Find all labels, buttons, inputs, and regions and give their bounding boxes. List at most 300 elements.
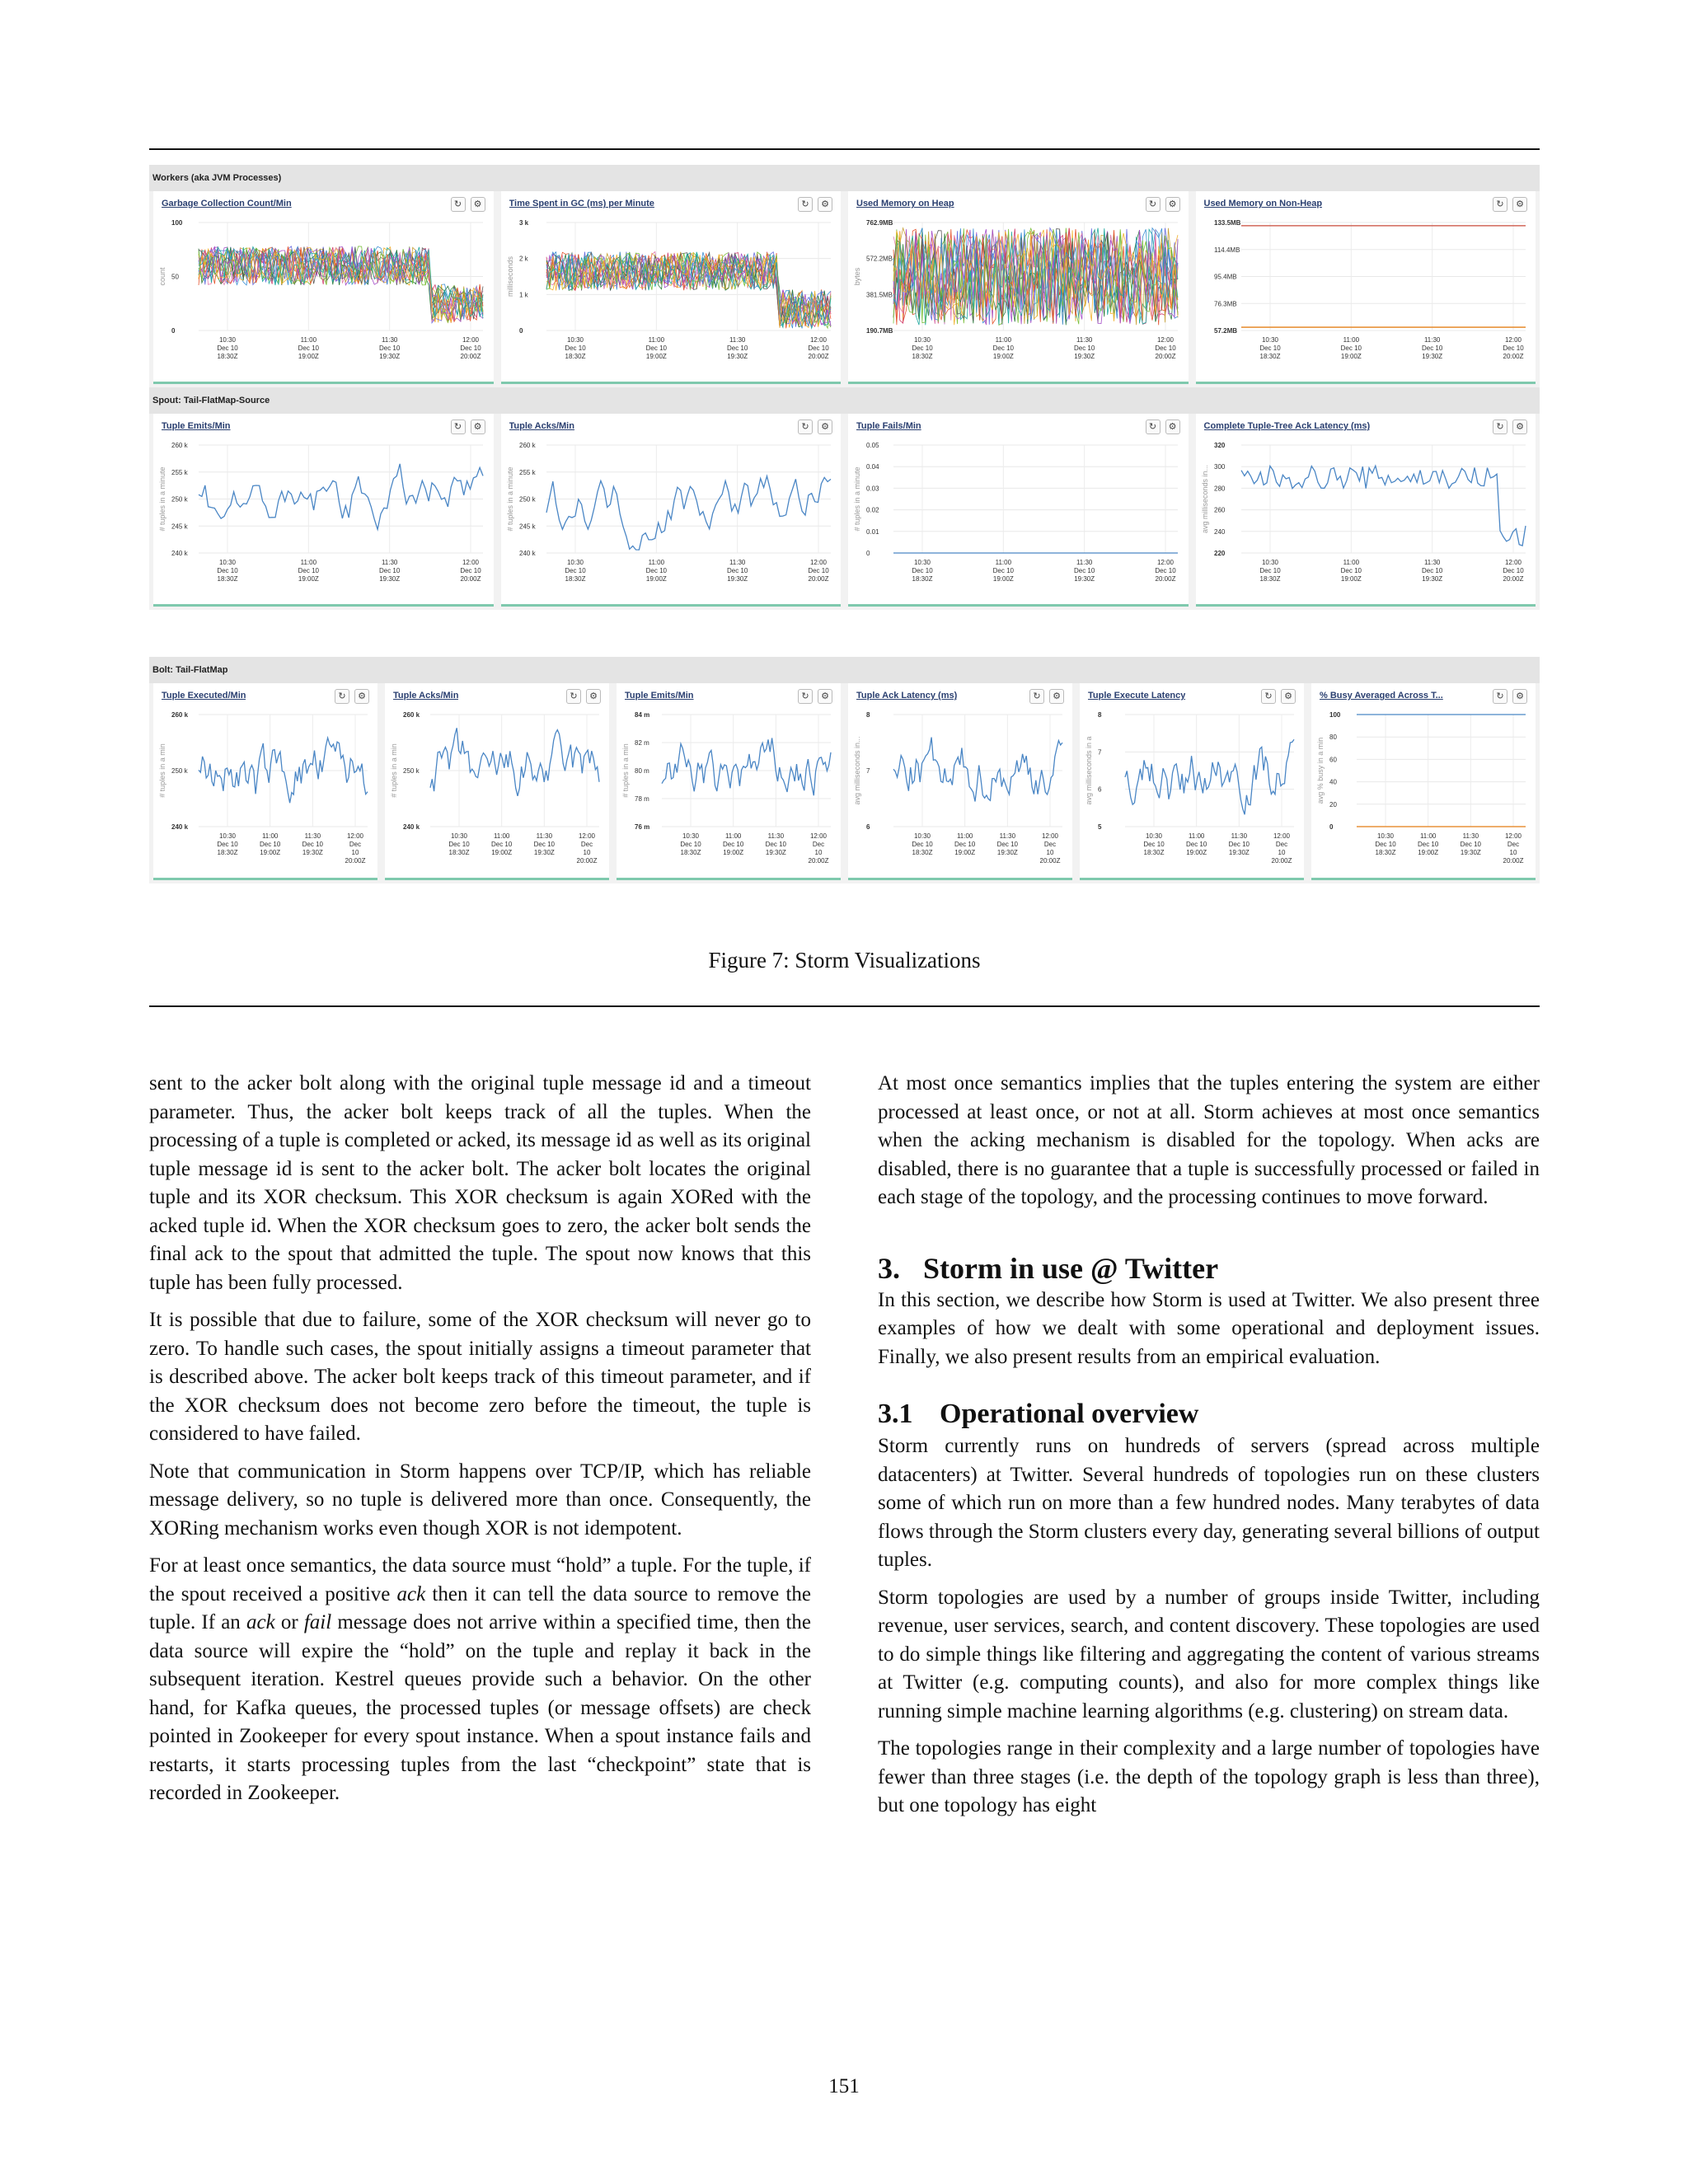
- y-tick-label: 0: [866, 550, 870, 557]
- x-tick-label: 20:00Z: [1503, 353, 1523, 360]
- y-tick-label: 0.01: [866, 527, 879, 536]
- x-tick-label: 12:00: [462, 559, 480, 566]
- x-tick-label: 11:00: [648, 336, 664, 344]
- y-tick-label: 220: [1213, 550, 1225, 557]
- x-tick-label: 19:30Z: [302, 849, 323, 856]
- y-tick-label: 240 k: [518, 550, 536, 557]
- panel-toolbar: [1029, 689, 1064, 704]
- x-tick-label: 12:00: [462, 336, 480, 344]
- x-tick-label: Dec 10: [807, 344, 829, 352]
- gear-icon[interactable]: ⚙: [586, 689, 601, 704]
- panel-chart: [1196, 438, 1536, 601]
- x-tick-label: Dec 10: [564, 567, 586, 574]
- x-tick-label: Dec 10: [1340, 344, 1362, 352]
- x-tick-label: 11:30: [1076, 559, 1093, 566]
- panel-title[interactable]: Used Memory on Non-Heap: [1203, 199, 1323, 209]
- y-tick-label: 78 m: [635, 795, 649, 803]
- x-tick-label: 12:00: [809, 559, 827, 566]
- chart-panel: [848, 191, 1189, 384]
- panel-title[interactable]: Tuple Ack Latency (ms): [856, 691, 958, 701]
- x-tick-label: 11:00: [300, 336, 317, 344]
- series-line: [893, 738, 1062, 802]
- y-tick-label: 245 k: [171, 523, 188, 531]
- x-tick-label: Dec 10: [954, 841, 976, 848]
- y-tick-label: 0.05: [866, 442, 879, 449]
- x-tick-label: Dec 10: [302, 841, 324, 848]
- panel-toolbar: [1493, 689, 1527, 704]
- y-tick-label: 280: [1213, 485, 1225, 493]
- x-tick-label: Dec 10: [533, 841, 556, 848]
- x-tick-label: Dec 10: [448, 841, 470, 848]
- x-tick-label: 19:30Z: [1074, 353, 1095, 360]
- panel-title[interactable]: Garbage Collection Count/Min: [162, 199, 292, 209]
- x-tick-label: Dec 10: [1460, 841, 1482, 848]
- y-axis-label: avg milliseconds in...: [853, 736, 861, 805]
- bottom-rule: [149, 1005, 1540, 1007]
- chart-panel: [617, 683, 841, 880]
- x-tick-label: 12:00: [1504, 336, 1522, 344]
- y-tick-label: 300: [1213, 463, 1225, 471]
- paragraph-with-italics: For at least once semantics, the data source must “hold” a tuple. For the tuple, if the spout received a positive ack then it can tell the data source to remove the tuple. If an ack or fail message does not arrive within a specified time, then the data source will expire the “hold” on the tuple and replay it back in the subsequent iteration. Kestrel queues provide such a behavior. On the other hand, for Kafka queues, the processed tuples (or message offsets) are check pointed in Zookeeper for every spout instance. When a spout instance fails and restarts, it starts processing tuples from the last “checkpoint” state that is recorded in Zookeeper.: [149, 1554, 812, 1804]
- x-tick-label: 20:00Z: [808, 857, 829, 865]
- x-tick-label: Dec 10: [912, 344, 933, 352]
- y-tick-label: 82 m: [635, 739, 649, 747]
- x-tick-label: 20:00Z: [460, 575, 481, 583]
- y-tick-label: 240 k: [171, 823, 189, 831]
- x-tick-label: 19:30Z: [379, 575, 401, 583]
- x-tick-label: Dec 10: [1375, 841, 1396, 848]
- x-tick-label: Dec 10: [726, 344, 748, 352]
- x-tick-label: Dec 10: [298, 567, 320, 574]
- y-tick-label: 3 k: [518, 219, 528, 227]
- refresh-icon[interactable]: ↻: [798, 689, 813, 704]
- x-tick-label: Dec 10: [992, 344, 1015, 352]
- section-title: Storm in use @ Twitter: [923, 1251, 1219, 1285]
- y-tick-label: 572.2MB: [866, 255, 893, 263]
- paragraph: Storm topologies are used by a number of groups inside Twitter, including revenue, user services, search, and content discovery. These topologies are used to do simple things like filtering and aggregating the content of various streams at Twitter (e.g. computing counts), and also for more complex things like running simple machine learning algorithms (e.g. clustering) on stream data.: [878, 1586, 1540, 1722]
- y-tick-label: 260 k: [171, 711, 189, 719]
- gear-icon[interactable]: ⚙: [1512, 419, 1527, 434]
- y-tick-label: 320: [1213, 442, 1225, 449]
- x-tick-label: 18:30Z: [565, 575, 585, 583]
- x-tick-label: 18:30Z: [217, 849, 238, 856]
- x-tick-label: 10: [351, 849, 359, 856]
- x-tick-label: 10: [1509, 849, 1517, 856]
- paragraph: The topologies range in their complexity and a large number of topologies have fewer than three stages (i.e. the depth of the topology graph is less than three), but one topology has eight: [878, 1737, 1540, 1816]
- x-tick-label: 12:00: [809, 832, 828, 840]
- x-tick-label: 19:30Z: [765, 849, 786, 856]
- y-tick-label: 381.5MB: [866, 291, 893, 299]
- y-axis-label: count: [158, 267, 166, 286]
- refresh-icon[interactable]: ↻: [1146, 197, 1160, 212]
- x-tick-label: 10:30: [1261, 336, 1278, 344]
- x-tick-label: 19:30Z: [1421, 353, 1442, 360]
- y-tick-label: 250 k: [171, 495, 188, 504]
- x-tick-label: 10:30: [1376, 832, 1395, 840]
- y-tick-label: 76.3MB: [1213, 300, 1237, 308]
- x-tick-label: 19:00Z: [992, 353, 1014, 360]
- y-tick-label: 1 k: [518, 291, 528, 299]
- x-tick-label: Dec 10: [1073, 567, 1095, 574]
- dashboard-section: [149, 657, 1540, 883]
- panel-chart: [848, 216, 1188, 378]
- x-tick-label: 20:00Z: [460, 353, 481, 360]
- section-heading: [878, 1250, 1540, 1286]
- x-tick-label: 20:00Z: [808, 575, 828, 583]
- y-tick-label: 8: [1098, 711, 1102, 719]
- chart-panel: [1196, 414, 1536, 607]
- section-title: Spout: Tail-FlatMap-Source: [149, 387, 1540, 414]
- y-tick-label: 260: [1213, 506, 1225, 514]
- x-tick-label: 10:30: [1261, 559, 1278, 566]
- panel-chart: [1311, 708, 1536, 874]
- x-tick-label: 19:00Z: [645, 575, 667, 583]
- chart-panel: [385, 683, 609, 880]
- panel-toolbar: [798, 197, 832, 212]
- x-tick-label: 18:30Z: [448, 849, 470, 856]
- x-tick-label: 20:00Z: [345, 857, 366, 865]
- panel-chart: [153, 708, 377, 874]
- x-tick-label: Dec 10: [1417, 841, 1439, 848]
- x-tick-label: 10:30: [566, 559, 584, 566]
- x-tick-label: 19:00Z: [260, 849, 281, 856]
- x-tick-label: 11:30: [1231, 832, 1248, 840]
- y-tick-label: 50: [171, 273, 179, 281]
- x-tick-label: Dec: [1507, 841, 1520, 848]
- x-tick-label: 12:00: [1504, 832, 1522, 840]
- x-tick-label: 12:00: [578, 832, 596, 840]
- x-tick-label: 19:30Z: [726, 353, 748, 360]
- y-axis-label: # tuples in a minute: [158, 466, 166, 532]
- panel-toolbar: [798, 419, 832, 434]
- panel-toolbar: [798, 689, 832, 704]
- chart-panel: [501, 191, 842, 384]
- y-tick-label: 76 m: [635, 823, 650, 831]
- gear-icon[interactable]: ⚙: [471, 419, 485, 434]
- x-tick-label: 11:30: [729, 336, 745, 344]
- panel-toolbar: [1261, 689, 1296, 704]
- x-tick-label: 18:30Z: [1143, 849, 1165, 856]
- panel-chart: [153, 438, 493, 601]
- x-tick-label: Dec 10: [1502, 344, 1524, 352]
- refresh-icon[interactable]: ↻: [451, 419, 466, 434]
- x-tick-label: 20:00Z: [1155, 353, 1176, 360]
- x-tick-label: 19:00Z: [491, 849, 513, 856]
- panel-row: [149, 414, 1540, 607]
- panel-title[interactable]: Tuple Executed/Min: [162, 691, 246, 701]
- x-tick-label: Dec 10: [1228, 841, 1250, 848]
- gear-icon[interactable]: ⚙: [818, 419, 832, 434]
- x-tick-label: 10: [583, 849, 591, 856]
- x-tick-label: Dec 10: [645, 567, 667, 574]
- x-tick-label: Dec 10: [298, 344, 320, 352]
- x-tick-label: 11:00: [995, 559, 1012, 566]
- x-tick-label: 18:30Z: [565, 353, 585, 360]
- y-tick-label: 95.4MB: [1213, 273, 1237, 281]
- x-tick-label: Dec 10: [807, 567, 829, 574]
- refresh-icon[interactable]: ↻: [1029, 689, 1044, 704]
- y-tick-label: 80: [1329, 733, 1337, 742]
- y-tick-label: 190.7MB: [866, 327, 893, 335]
- x-tick-label: 19:00Z: [954, 849, 976, 856]
- x-tick-label: 11:30: [1423, 336, 1440, 344]
- x-tick-label: 19:30Z: [533, 849, 555, 856]
- x-tick-label: 10:30: [1145, 832, 1163, 840]
- x-tick-label: 20:00Z: [1503, 575, 1523, 583]
- x-tick-label: Dec 10: [1073, 344, 1095, 352]
- panel-title[interactable]: Tuple Emits/Min: [625, 691, 694, 701]
- refresh-icon[interactable]: ↻: [1146, 419, 1160, 434]
- paragraph: It is possible that due to failure, some of the XOR checksum will never go to zero. To handle such cases, the spout initially assigns a timeout parameter that is described above. The acker bolt keeps track of this timeout parameter, and if the XOR checksum does not become zero before the timeout, the tuple is considered to have failed.: [149, 1309, 811, 1445]
- figure-caption: Figure 7: Storm Visualizations: [708, 948, 981, 972]
- x-tick-label: 11:30: [1423, 559, 1440, 566]
- panel-chart: [848, 438, 1188, 601]
- y-tick-label: 260 k: [518, 442, 536, 449]
- refresh-icon[interactable]: ↻: [566, 689, 581, 704]
- x-tick-label: 11:30: [1076, 336, 1093, 344]
- x-tick-label: Dec 10: [912, 567, 933, 574]
- x-tick-label: 10: [1278, 849, 1286, 856]
- gear-icon[interactable]: ⚙: [1281, 689, 1296, 704]
- x-tick-label: 10:30: [913, 559, 931, 566]
- gear-icon[interactable]: ⚙: [471, 197, 485, 212]
- y-tick-label: 250 k: [403, 767, 420, 775]
- x-tick-label: 11:00: [493, 832, 510, 840]
- y-axis-label: avg milliseconds in...: [1200, 464, 1209, 534]
- x-tick-label: 19:00Z: [992, 575, 1014, 583]
- x-tick-label: 12:00: [809, 336, 827, 344]
- x-tick-label: 10:30: [913, 832, 931, 840]
- gear-icon[interactable]: ⚙: [818, 197, 832, 212]
- x-tick-label: Dec 10: [217, 841, 238, 848]
- y-tick-label: 7: [866, 767, 870, 775]
- x-tick-label: 18:30Z: [912, 849, 933, 856]
- x-tick-label: 11:00: [1343, 336, 1359, 344]
- x-tick-label: 18:30Z: [1375, 849, 1396, 856]
- y-tick-label: 40: [1329, 778, 1337, 786]
- gear-icon[interactable]: ⚙: [1165, 419, 1180, 434]
- page-number: 151: [828, 2075, 860, 2097]
- x-tick-label: 10: [1046, 849, 1054, 856]
- y-axis-label: milliseconds: [505, 255, 514, 298]
- gear-icon[interactable]: ⚙: [1049, 689, 1064, 704]
- x-tick-label: 19:00Z: [298, 353, 319, 360]
- panel-toolbar: [566, 689, 601, 704]
- x-tick-label: 11:30: [304, 832, 321, 840]
- x-tick-label: 11:00: [724, 832, 742, 840]
- x-tick-label: Dec: [1043, 841, 1057, 848]
- x-tick-label: Dec 10: [490, 841, 513, 848]
- y-tick-label: 762.9MB: [866, 219, 893, 227]
- x-tick-label: Dec: [349, 841, 362, 848]
- refresh-icon[interactable]: ↻: [798, 419, 813, 434]
- section-title: Workers (aka JVM Processes): [149, 165, 1540, 191]
- x-tick-label: 19:00Z: [1340, 575, 1362, 583]
- x-tick-label: 19:30Z: [1074, 575, 1095, 583]
- x-tick-label: 10:30: [450, 832, 468, 840]
- x-tick-label: 18:30Z: [217, 353, 238, 360]
- x-tick-label: 18:30Z: [912, 575, 933, 583]
- y-axis-label: # tuples in a min: [158, 743, 166, 798]
- x-tick-label: 19:00Z: [723, 849, 744, 856]
- subsection-number: 3.1: [878, 1399, 913, 1429]
- subsection-title: Operational overview: [940, 1399, 1199, 1429]
- paragraph: At most once semantics implies that the tuples entering the system are either processed at least once, or not at all. Storm achieves at most once semantics when the acking mechanism is disabled for the topology. When acks are disabled, there is no guarantee that a tuple is successfully processed or failed in each stage of the topology, and the processing continues to move forward.: [878, 1072, 1540, 1208]
- chart-panel: [501, 414, 842, 607]
- x-tick-label: Dec 10: [259, 841, 281, 848]
- y-tick-label: 6: [866, 823, 870, 831]
- series-line: [199, 464, 483, 530]
- panel-title[interactable]: Time Spent in GC (ms) per Minute: [509, 199, 654, 209]
- x-tick-label: Dec 10: [217, 567, 238, 574]
- refresh-icon[interactable]: ↻: [451, 197, 466, 212]
- panel-chart: [153, 216, 493, 378]
- y-tick-label: 0: [518, 327, 523, 335]
- panel-chart: [501, 438, 841, 601]
- panel-chart: [501, 216, 841, 378]
- series-line: [1125, 739, 1294, 814]
- y-axis-label: bytes: [853, 267, 861, 286]
- y-tick-label: 6: [1098, 785, 1102, 794]
- x-tick-label: Dec 10: [1185, 841, 1207, 848]
- x-tick-label: Dec 10: [912, 841, 933, 848]
- x-tick-label: 19:30Z: [1460, 849, 1481, 856]
- refresh-icon[interactable]: ↻: [1493, 689, 1507, 704]
- dashboard-section: [149, 165, 1540, 387]
- paragraph: sent to the acker bolt along with the original tuple message id and a timeout parameter. Thus, the acker bolt keeps track of all the tuples. When the processing of a tuple is completed or acked, its message id as well as its original tuple message id is sent to the acker bolt. The acker bolt locates the original tuple and its XOR checksum. This XOR checksum is again XORed with the acked tuple id. When the XOR checksum goes to zero, the acker bolt sends the final ack to the spout that admitted the tuple. The spout now knows that this tuple has been fully processed.: [149, 1072, 811, 1294]
- panel-toolbar: [335, 689, 369, 704]
- x-tick-label: 11:00: [1188, 832, 1205, 840]
- x-tick-label: 12:00: [1273, 832, 1291, 840]
- gear-icon[interactable]: ⚙: [1512, 197, 1527, 212]
- x-tick-label: 19:30Z: [1421, 575, 1442, 583]
- subsection-heading: [878, 1396, 1540, 1432]
- gear-icon[interactable]: ⚙: [1512, 689, 1527, 704]
- x-tick-label: 11:30: [767, 832, 785, 840]
- y-tick-label: 0.03: [866, 485, 879, 493]
- panel-chart: [1196, 216, 1536, 378]
- y-tick-label: 250 k: [171, 767, 188, 775]
- x-tick-label: 12:00: [1156, 559, 1175, 566]
- refresh-icon[interactable]: ↻: [1261, 689, 1276, 704]
- x-tick-label: Dec 10: [1421, 344, 1442, 352]
- chart-panel: [153, 191, 494, 384]
- x-tick-label: Dec: [580, 841, 593, 848]
- y-tick-label: 0.04: [866, 463, 879, 471]
- gear-icon[interactable]: ⚙: [818, 689, 832, 704]
- left-column: [149, 1070, 811, 1817]
- refresh-icon[interactable]: ↻: [1493, 197, 1507, 212]
- x-tick-label: 10:30: [682, 832, 700, 840]
- x-tick-label: Dec 10: [726, 567, 748, 574]
- x-tick-label: 11:30: [536, 832, 553, 840]
- x-tick-label: 20:00Z: [1503, 857, 1524, 865]
- panel-title[interactable]: % Busy Averaged Across T...: [1320, 691, 1443, 701]
- panel-toolbar: [451, 419, 485, 434]
- x-tick-label: 11:30: [381, 559, 398, 566]
- x-tick-label: 19:00Z: [298, 575, 319, 583]
- y-tick-label: 0: [171, 327, 176, 335]
- paragraph: Storm currently runs on hundreds of servers (spread across multiple datacenters) at Twitter. Several hundreds of topologies run on these clusters some of which run on more than a few hundred nodes. Many terabytes of data flows through the Storm clusters every day, generating several billions of output tuples.: [878, 1435, 1540, 1571]
- chart-panel: [1196, 191, 1536, 384]
- x-tick-label: 19:30Z: [379, 353, 401, 360]
- refresh-icon[interactable]: ↻: [335, 689, 349, 704]
- panel-title[interactable]: Used Memory on Heap: [856, 199, 954, 209]
- gear-icon[interactable]: ⚙: [1165, 197, 1180, 212]
- x-tick-label: 10:30: [913, 336, 931, 344]
- y-tick-label: 8: [866, 711, 870, 719]
- panel-row: [149, 191, 1540, 384]
- panel-toolbar: [1146, 197, 1180, 212]
- panel-title[interactable]: Complete Tuple-Tree Ack Latency (ms): [1203, 421, 1371, 431]
- x-tick-label: Dec 10: [460, 567, 481, 574]
- x-tick-label: 11:00: [956, 832, 973, 840]
- panel-title[interactable]: Tuple Acks/Min: [509, 421, 574, 431]
- chart-panel: [153, 683, 377, 880]
- y-tick-label: 250 k: [518, 495, 536, 504]
- x-tick-label: 19:30Z: [726, 575, 748, 583]
- x-tick-label: 11:30: [729, 559, 745, 566]
- x-tick-label: 20:00Z: [1271, 857, 1292, 865]
- refresh-icon[interactable]: ↻: [1493, 419, 1507, 434]
- x-tick-label: 10:30: [218, 559, 237, 566]
- panel-title[interactable]: Tuple Execute Latency: [1088, 691, 1186, 701]
- x-tick-label: Dec 10: [1259, 344, 1281, 352]
- x-tick-label: 11:30: [381, 336, 398, 344]
- panel-title[interactable]: Tuple Emits/Min: [162, 421, 231, 431]
- y-axis-label: avg % busy in a min: [1316, 737, 1325, 804]
- panel-title[interactable]: Tuple Acks/Min: [393, 691, 459, 701]
- panel-row: [149, 683, 1540, 880]
- refresh-icon[interactable]: ↻: [798, 197, 813, 212]
- y-tick-label: 240 k: [403, 823, 420, 831]
- x-tick-label: Dec 10: [378, 344, 401, 352]
- x-tick-label: Dec 10: [722, 841, 744, 848]
- y-axis-label: # tuples in a minute: [505, 466, 514, 532]
- section-number: 3.: [878, 1251, 900, 1285]
- y-tick-label: 260 k: [171, 442, 188, 449]
- y-tick-label: 57.2MB: [1213, 327, 1237, 335]
- y-axis-label: avg milliseconds in a: [1085, 736, 1093, 805]
- y-tick-label: 5: [1098, 823, 1102, 831]
- x-tick-label: Dec 10: [1340, 567, 1362, 574]
- y-axis-label: # tuples in a min: [621, 743, 630, 798]
- x-tick-label: 12:00: [1156, 336, 1175, 344]
- x-tick-label: 10:30: [218, 336, 237, 344]
- y-tick-label: 84 m: [635, 711, 650, 719]
- x-tick-label: 11:00: [648, 559, 664, 566]
- x-tick-label: 11:30: [1462, 832, 1479, 840]
- panel-title[interactable]: Tuple Fails/Min: [856, 421, 921, 431]
- x-tick-label: 11:00: [1343, 559, 1359, 566]
- x-tick-label: 11:00: [300, 559, 317, 566]
- x-tick-label: Dec: [812, 841, 825, 848]
- y-axis-label: # tuples in a minute: [853, 466, 861, 532]
- y-tick-label: 245 k: [518, 523, 536, 531]
- x-tick-label: Dec 10: [1155, 567, 1176, 574]
- gear-icon[interactable]: ⚙: [354, 689, 369, 704]
- paragraph: In this section, we describe how Storm is used at Twitter. We also present three examples of how we dealt with some operational and deployment issues. Finally, we also present results from an empirical evaluation.: [878, 1288, 1540, 1368]
- x-tick-label: 11:00: [1419, 832, 1437, 840]
- x-tick-label: Dec 10: [217, 344, 238, 352]
- y-tick-label: 80 m: [635, 767, 649, 775]
- x-tick-label: Dec 10: [996, 841, 1019, 848]
- panel-chart: [385, 708, 609, 874]
- x-tick-label: Dec 10: [680, 841, 701, 848]
- series-line: [1241, 466, 1526, 546]
- y-tick-label: 20: [1329, 800, 1337, 808]
- y-tick-label: 7: [1098, 748, 1102, 757]
